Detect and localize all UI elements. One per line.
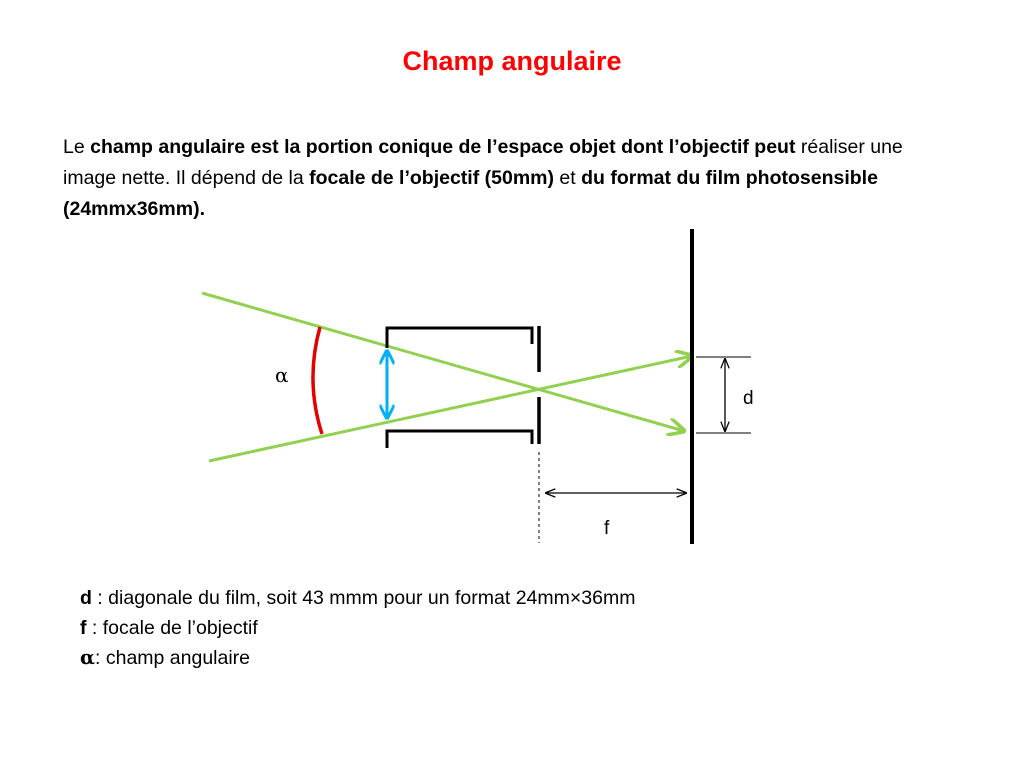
intro-bold-3: du format du film photosensible (24mmx36mm). — [63, 167, 878, 220]
alpha-arc — [313, 327, 322, 434]
legend-text-f: : focale de l’objectif — [86, 617, 258, 639]
intro-bold-2: focale de l’objectif (50mm) — [309, 167, 554, 189]
legend-text-d: : diagonale du film, soit 43 mmm pour un format 24mm×36mm — [91, 587, 636, 609]
intro-text-1: Le — [63, 136, 91, 158]
intro-text-2: réaliser une image nette. Il dépend de la — [63, 136, 903, 189]
alpha-label: α — [275, 363, 289, 387]
legend-term-d: d — [80, 587, 92, 609]
legend-row-d — [80, 583, 900, 613]
legend-row-alpha — [80, 643, 900, 673]
intro-text-3: et — [554, 167, 582, 189]
slide-title: Champ angulaire — [402, 46, 622, 76]
legend — [80, 583, 900, 673]
d-label: d — [743, 388, 754, 409]
intro-bold-1: champ angulaire est la portion conique de l’espace objet dont l’objectif peut — [90, 136, 796, 158]
lens-barrel-bottom — [387, 431, 532, 448]
lens-barrel-top — [387, 328, 532, 348]
legend-term-f: f — [80, 617, 87, 639]
legend-text-alpha: : champ angulaire — [95, 647, 251, 669]
legend-term-alpha: α — [80, 646, 96, 669]
legend-row-f — [80, 613, 900, 643]
f-label: f — [604, 518, 610, 539]
